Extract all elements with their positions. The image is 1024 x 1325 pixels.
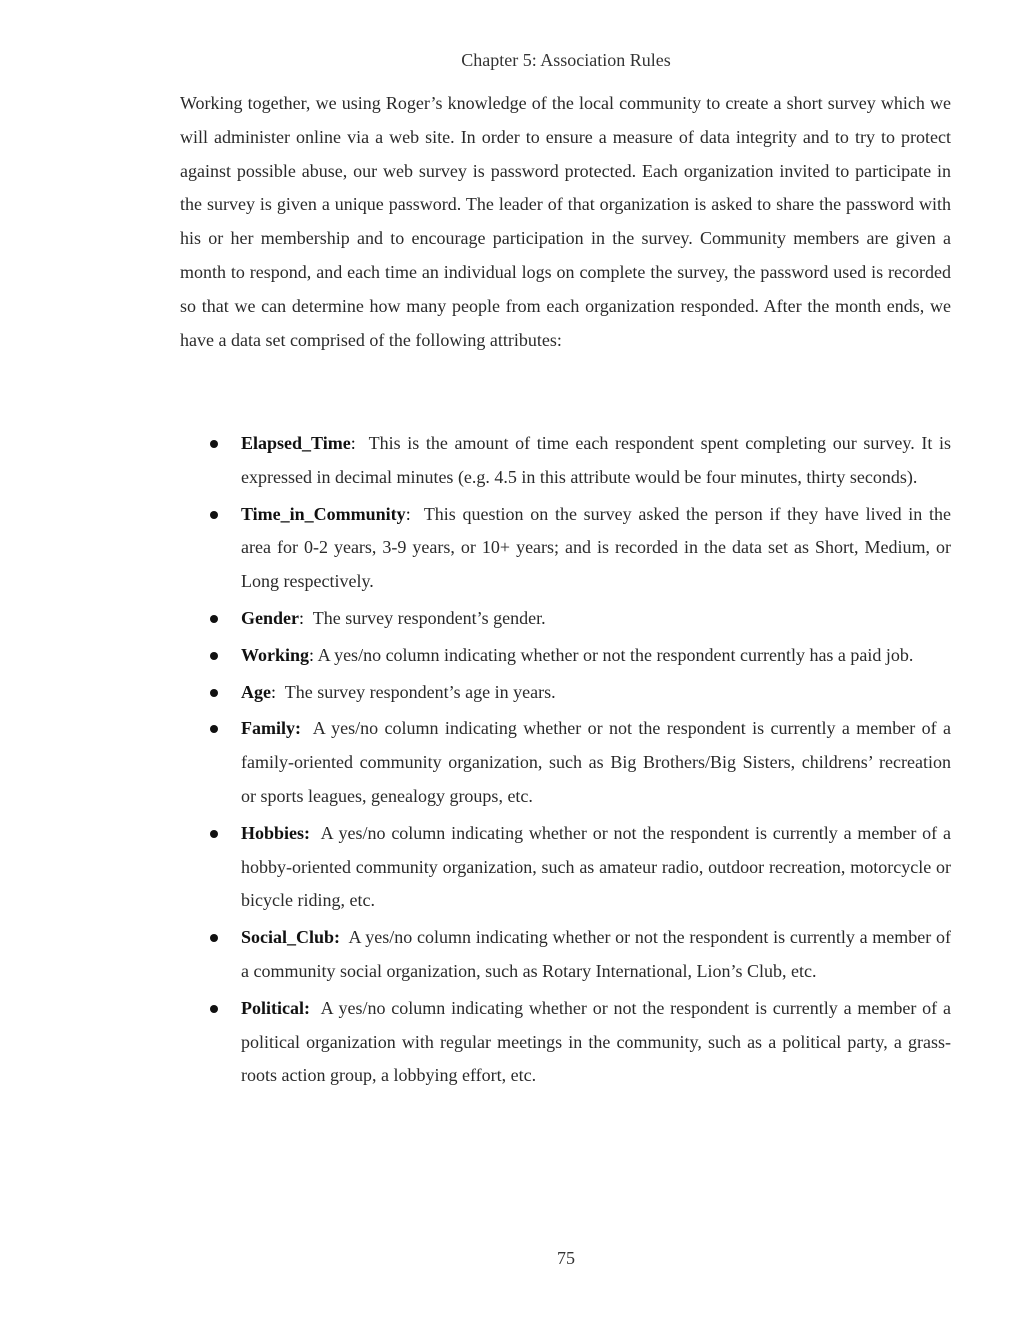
attribute-name: Time_in_Community xyxy=(241,503,406,524)
attribute-item-working xyxy=(180,639,951,673)
attribute-item-age xyxy=(180,676,951,710)
attribute-description: A yes/no column indicating whether or not the respondent is currently a member of a political organization with regular meetings in the community, such as a political party, a grass-roots action group, a lobbying effort, etc. xyxy=(241,997,951,1086)
attribute-name: Political: xyxy=(241,997,310,1018)
attribute-description: A yes/no column indicating whether or not the respondent currently has a paid job. xyxy=(317,644,914,665)
attribute-item-social-club xyxy=(180,921,951,989)
attribute-separator: : xyxy=(299,607,305,628)
attribute-description: The survey respondent’s gender. xyxy=(312,607,546,628)
attribute-name: Family: xyxy=(241,718,301,739)
bullet-icon xyxy=(210,934,218,942)
intro-paragraph: Working together, we using Roger’s knowledge of the local community to create a short survey which we will administer online via a web site. In order to ensure a measure of data integrity and to try to protect against possible abuse, our web survey is password protected. Each organization invited to participate in the survey is given a unique password. The leader of that organization is asked to share the password with his or her membership and to encourage participation in the survey. Community members are given a month to respond, and each time an individual logs on complete the survey, the password used is recorded so that we can determine how many people from each organization responded. After the month ends, we have a data set comprised of the following attributes: xyxy=(180,93,951,350)
attribute-name: Gender xyxy=(241,607,299,628)
attribute-item-family xyxy=(180,712,951,813)
attribute-item-gender xyxy=(180,602,951,636)
attribute-item-hobbies xyxy=(180,817,951,918)
bullet-icon xyxy=(210,830,218,838)
attribute-item-elapsed-time xyxy=(180,427,951,495)
attribute-item-political xyxy=(180,992,951,1093)
attribute-separator: : xyxy=(350,433,356,453)
attribute-name: Age xyxy=(241,681,271,702)
attribute-description: A yes/no column indicating whether or not the respondent is currently a member of a hobby-oriented community organization, such as amateur radio, outdoor recreation, motorcycle or bicycle riding, etc. xyxy=(241,822,951,911)
attribute-name: Elapsed_Time xyxy=(241,433,351,453)
bullet-icon xyxy=(210,440,218,448)
bullet-icon xyxy=(210,1005,218,1013)
attribute-name: Social_Club: xyxy=(241,927,341,948)
bullet-icon xyxy=(210,652,218,660)
bullet-icon xyxy=(210,511,218,519)
attribute-item-time-in-community xyxy=(180,498,951,599)
bullet-icon xyxy=(210,725,218,733)
page-number: 75 xyxy=(557,1248,575,1268)
attribute-name: Working xyxy=(241,644,310,665)
attribute-description: A yes/no column indicating whether or not the respondent is currently a member of a community social organization, such as Rotary International, Lion’s Club, etc. xyxy=(241,927,952,981)
attribute-separator: : xyxy=(309,644,315,665)
bullet-icon xyxy=(210,615,218,623)
attribute-description: The survey respondent’s age in years. xyxy=(284,681,556,702)
attribute-description: This question on the survey asked the person if they have lived in the area for 0-2 years, 3-9 years, or 10+ years; and is recorded in the data set as Short, Medium, or Long respectively. xyxy=(241,503,951,592)
chapter-header: Chapter 5: Association Rules xyxy=(461,50,671,70)
attribute-list xyxy=(180,427,951,1096)
attribute-description: A yes/no column indicating whether or not the respondent is currently a member of a family-oriented community organization, such as Big Brothers/Big Sisters, childrens’ recreation or sports leagues, genealogy groups, etc. xyxy=(241,718,951,806)
attribute-separator: : xyxy=(271,681,277,702)
attribute-description: This is the amount of time each respondent spent completing our survey. It is expressed in decimal minutes (e.g. 4.5 in this attribute would be four minutes, thirty seconds). xyxy=(241,433,951,487)
bullet-icon xyxy=(210,689,218,697)
attribute-name: Hobbies: xyxy=(241,822,311,843)
attribute-separator: : xyxy=(405,503,411,524)
